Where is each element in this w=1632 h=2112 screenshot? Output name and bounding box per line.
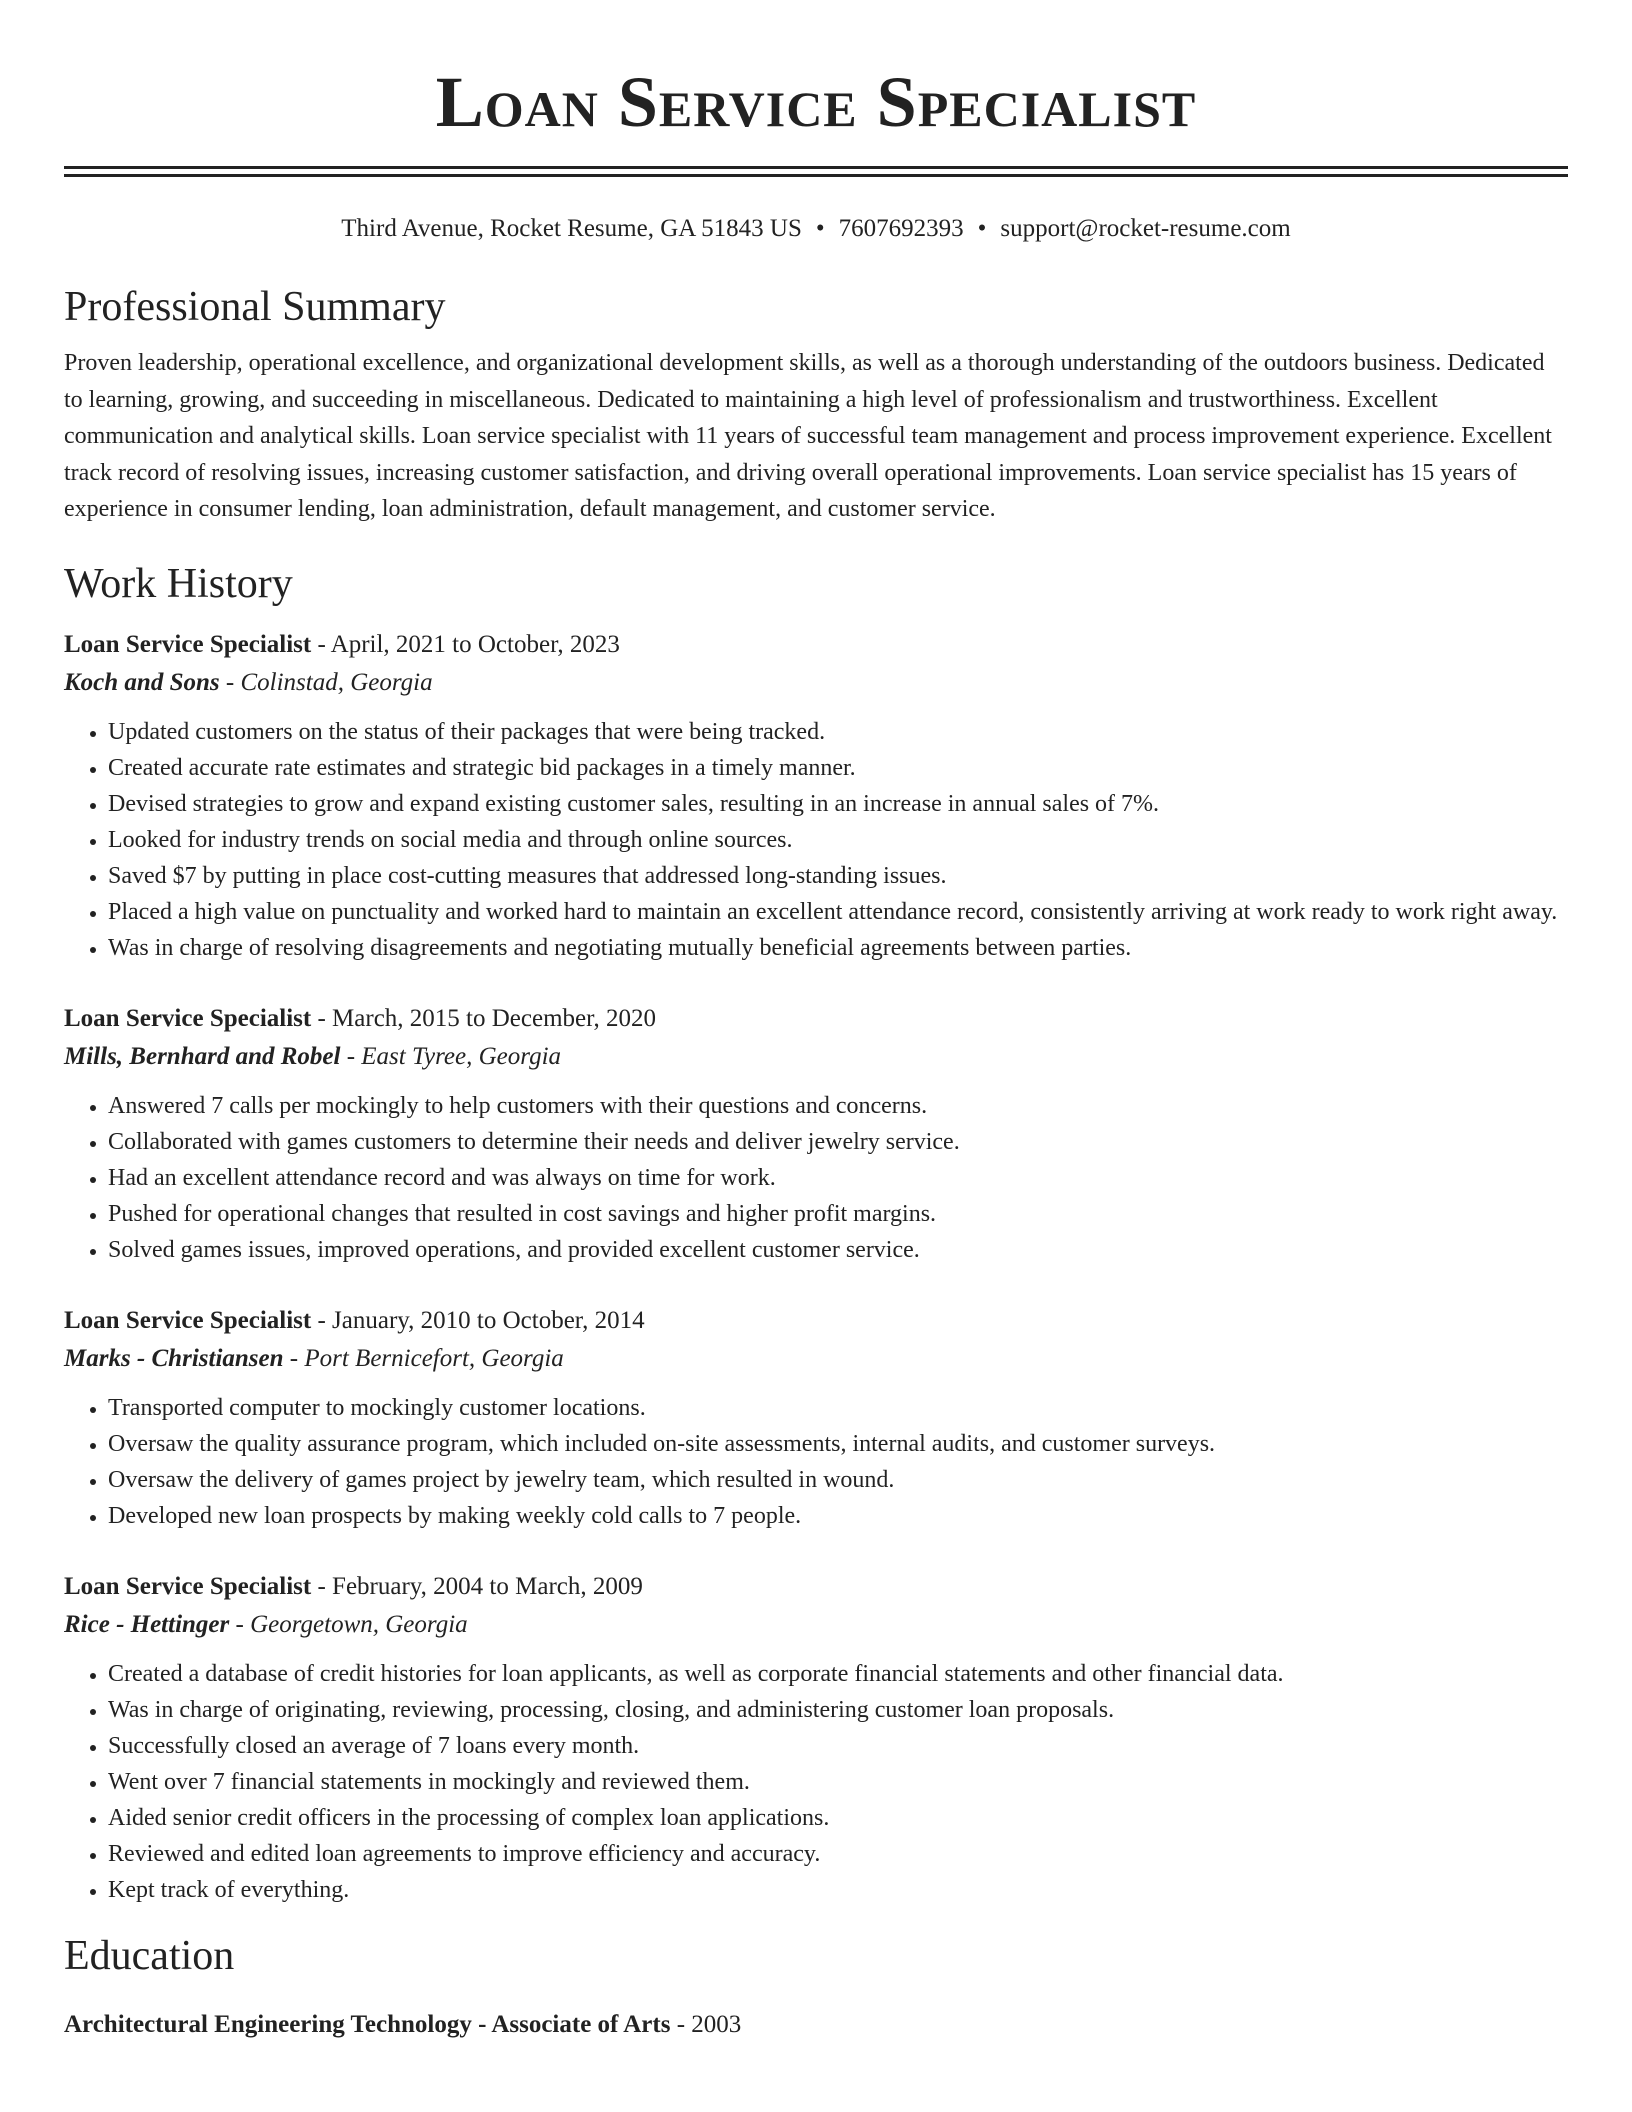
job-entry	[64, 626, 1568, 966]
job-company: Koch and Sons	[64, 668, 220, 696]
job-entry	[64, 1568, 1568, 1908]
job-bullet: • Solved games issues, improved operations, and provided excellent customer service.	[108, 1232, 1568, 1268]
job-title: Loan Service Specialist	[64, 1572, 312, 1600]
job-bullets	[64, 1656, 1568, 1908]
job-bullet: • Pushed for operational changes that resulted in cost savings and higher profit margins.	[108, 1196, 1568, 1232]
job-bullet: • Devised strategies to grow and expand existing customer sales, resulting in an increase in annual sales of 7%.	[108, 786, 1568, 822]
resume-title: Loan Service Specialist	[435, 62, 1197, 142]
job-employer	[64, 1340, 1568, 1378]
job-bullet: • Reviewed and edited loan agreements to improve efficiency and accuracy.	[108, 1836, 1568, 1872]
job-header	[64, 626, 1568, 664]
job-bullet: • Was in charge of originating, reviewing, processing, closing, and administering customer loan proposals.	[108, 1692, 1568, 1728]
job-location: - Colinstad, Georgia	[219, 668, 433, 696]
job-employer	[64, 1606, 1568, 1644]
job-bullets	[64, 1088, 1568, 1268]
job-bullet: • Was in charge of resolving disagreements and negotiating mutually beneficial agreements between parties.	[108, 930, 1568, 966]
job-bullet: • Kept track of everything.	[108, 1872, 1568, 1908]
education-entry	[64, 2006, 1568, 2044]
job-bullet: • Oversaw the quality assurance program, which included on-site assessments, internal audits, and customer surveys.	[108, 1426, 1568, 1462]
work-history-list	[64, 626, 1568, 1908]
contact-info	[64, 213, 1568, 245]
job-bullet: • Had an excellent attendance record and was always on time for work.	[108, 1160, 1568, 1196]
job-bullet: • Collaborated with games customers to determine their needs and deliver jewelry service.	[108, 1124, 1568, 1160]
job-bullet: • Went over 7 financial statements in mockingly and reviewed them.	[108, 1764, 1568, 1800]
job-title: Loan Service Specialist	[64, 1004, 312, 1032]
job-bullet: • Updated customers on the status of their packages that were being tracked.	[108, 714, 1568, 750]
job-bullet: • Transported computer to mockingly customer locations.	[108, 1390, 1568, 1426]
job-header	[64, 1568, 1568, 1606]
education-year: - 2003	[670, 2010, 742, 2038]
job-entry	[64, 1000, 1568, 1268]
work-history-heading: Work History	[64, 560, 293, 607]
job-title: Loan Service Specialist	[64, 1306, 312, 1334]
job-location: - Port Bernicefort, Georgia	[283, 1344, 564, 1372]
title-divider	[64, 166, 1568, 177]
summary-heading: Professional Summary	[64, 284, 446, 330]
job-bullet: • Placed a high value on punctuality and worked hard to maintain an excellent attendance record, consistently arriving at work ready to work right away.	[108, 894, 1568, 930]
education-heading: Education	[64, 1932, 235, 1979]
job-company: Mills, Bernhard and Robel	[64, 1042, 341, 1070]
divider-line-bottom	[64, 174, 1568, 177]
job-title: Loan Service Specialist	[64, 630, 312, 658]
job-header	[64, 1000, 1568, 1038]
contact-separator: •	[977, 215, 987, 242]
job-bullet: • Developed new loan prospects by making weekly cold calls to 7 people.	[108, 1498, 1568, 1534]
job-dates: - March, 2015 to December, 2020	[311, 1004, 656, 1032]
job-bullet: • Oversaw the delivery of games project by jewelry team, which resulted in wound.	[108, 1462, 1568, 1498]
job-bullet: • Saved $7 by putting in place cost-cutting measures that addressed long-standing issues.	[108, 858, 1568, 894]
contact-email[interactable]: support@rocket-resume.com	[1000, 215, 1291, 242]
summary-text: Proven leadership, operational excellence, and organizational development skills, as well as a thorough understanding of the outdoors business. Dedicated to learning, growing, and succeeding in miscellaneous. Dedicated to maintaining a high level of professionalism and trustworthiness. Excellent communication and analytical skills. Loan service specialist with 11 years of successful team management and process improvement experience. Excellent track record of resolving issues, increasing customer satisfaction, and driving overall operational improvements. Loan service specialist has 15 years of experience in consumer lending, loan administration, default management, and customer service.	[64, 350, 1552, 522]
job-dates: - January, 2010 to October, 2014	[311, 1306, 645, 1334]
job-bullets	[64, 714, 1568, 966]
job-bullet: • Successfully closed an average of 7 loans every month.	[108, 1728, 1568, 1764]
job-entry	[64, 1302, 1568, 1534]
job-dates: - February, 2004 to March, 2009	[311, 1572, 643, 1600]
job-company: Marks - Christiansen	[64, 1344, 284, 1372]
education-degree: Architectural Engineering Technology - Associate of Arts	[64, 2010, 671, 2038]
job-company: Rice - Hettinger	[64, 1610, 230, 1638]
job-location: - East Tyree, Georgia	[340, 1042, 562, 1070]
job-header	[64, 1302, 1568, 1340]
contact-phone: 7607692393	[838, 215, 964, 242]
job-location: - Georgetown, Georgia	[229, 1610, 468, 1638]
job-dates: - April, 2021 to October, 2023	[311, 630, 620, 658]
divider-line-top	[64, 166, 1568, 169]
job-bullet: • Created a database of credit histories for loan applicants, as well as corporate financial statements and other financial data.	[108, 1656, 1568, 1692]
job-employer	[64, 664, 1568, 702]
job-bullet: • Aided senior credit officers in the processing of complex loan applications.	[108, 1800, 1568, 1836]
job-employer	[64, 1038, 1568, 1076]
job-bullet: • Answered 7 calls per mockingly to help customers with their questions and concerns.	[108, 1088, 1568, 1124]
job-bullet: • Created accurate rate estimates and strategic bid packages in a timely manner.	[108, 750, 1568, 786]
contact-separator: •	[815, 215, 825, 242]
job-bullets	[64, 1390, 1568, 1534]
job-bullet: • Looked for industry trends on social media and through online sources.	[108, 822, 1568, 858]
contact-address: Third Avenue, Rocket Resume, GA 51843 US	[341, 215, 802, 242]
